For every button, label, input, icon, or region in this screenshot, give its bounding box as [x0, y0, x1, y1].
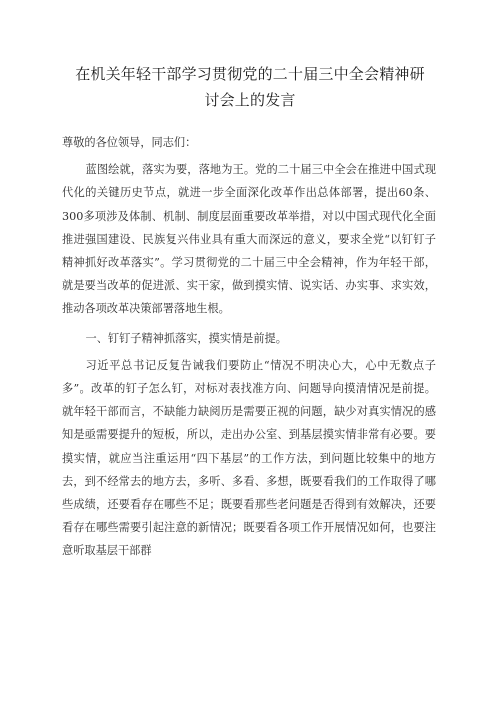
salutation: 尊敬的各位领导，同志们：: [62, 136, 197, 149]
paragraph-section-1: 习近平总书记反复告诫我们要防止“情况不明决心大，心中无数点子多”。改革的钉子怎么钉，对标对表找准方向、问题导向摸清情况是前提。就年轻干部而言，不缺能力缺阅历是需要正视的问题，缺少对真实情况的感知是亟需要提升的短板，所以，走出办公室、到基层摸实情非常有必要。要摸实情，就应当注重运用“四下基层”的工作方法，到问题比较集中的地方去，到不经常去的地方去，多听、多看、多想，既要看我们的工作取得了哪些成绩，还要看存在哪些不足；既要看那些老问题是否得到有效解决，还要看存在哪些需要引起注意的新情况；既要看各项工作开展情况如何，也要注意听取基层干部群: [62, 358, 436, 558]
document-body: [62, 131, 436, 563]
paragraph-intro: 蓝图绘就，落实为要，落地为王。党的二十届三中全会在推进中国式现代化的关键历史节点，就进一步全面深化改革作出总体部署，提出60条、300多项涉及体制、机制、制度层面重要改革举措，对以中国式现代化全面推进强国建设、民族复兴伟业具有重大而深远的意义，要求全党“以钉钉子精神抓好改革落实”。学习贯彻党的二十届三中全会精神，作为年轻干部，就是要当改革的促进派、实干家，做到摸实情、说实话、办实事、求实效，推动各项改革决策部署落地生根。: [62, 163, 436, 316]
document-title-line-2: 讨会上的发言: [204, 91, 296, 109]
document-title-line-1: 在机关年轻干部学习贯彻党的二十届三中全会精神研: [75, 65, 425, 83]
section-heading-1: 一、钉钉子精神抓落实，摸实情是前提。: [85, 331, 287, 345]
